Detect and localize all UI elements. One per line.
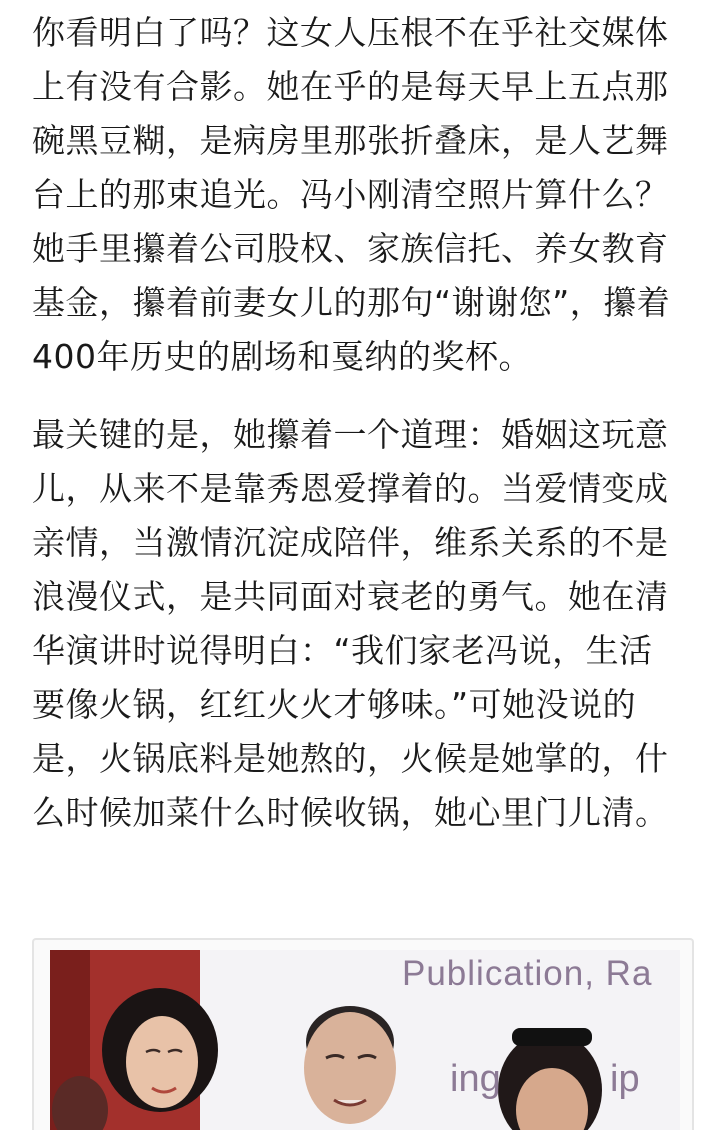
text-line: 么时候加菜什么时候收锅，她心里门儿清。	[32, 793, 669, 832]
text-line: 华演讲时说得明白：“我们家老冯说，生活	[32, 631, 653, 670]
text-line: 要像火锅，红红火火才够味。”可她没说的	[32, 685, 637, 724]
text-line: 儿，从来不是靠秀恩爱撑着的。当爱情变成	[32, 469, 669, 508]
text-line: 最关键的是，她攥着一个道理：婚姻这玩意	[32, 415, 669, 454]
text-line: 亲情，当激情沉淀成陪伴，维系关系的不是	[32, 523, 669, 562]
banner-text: ip	[610, 1058, 640, 1100]
text-line: 上有没有合影。她在乎的是每天早上五点那	[32, 67, 669, 106]
text-line: 是，火锅底料是她熬的，火候是她掌的，什	[32, 739, 669, 778]
text-line: 基金，攥着前妻女儿的那句“谢谢您”，攥着	[32, 283, 671, 322]
article-body	[32, 6, 696, 840]
text-line: 碗黑豆糊，是病房里那张折叠床，是人艺舞	[32, 121, 669, 160]
man-face	[304, 1012, 396, 1124]
banner-text: Publication, Ra	[402, 954, 653, 993]
text-line: 她手里攥着公司股权、家族信托、养女教育	[32, 229, 669, 268]
woman-left-face	[126, 1016, 198, 1108]
sunglasses	[512, 1028, 592, 1046]
embedded-photo-card[interactable]	[32, 938, 694, 1130]
banner-text: ing	[450, 1058, 501, 1100]
text-line: 浪漫仪式，是共同面对衰老的勇气。她在清	[32, 577, 669, 616]
paragraph-2	[32, 408, 696, 840]
event-photo[interactable]	[50, 950, 680, 1130]
text-line: 台上的那束追光。冯小刚清空照片算什么？	[32, 175, 669, 214]
text-line: 400年历史的剧场和戛纳的奖杯。	[32, 337, 532, 376]
text-line: 你看明白了吗？这女人压根不在乎社交媒体	[32, 13, 669, 52]
paragraph-1	[32, 6, 696, 384]
